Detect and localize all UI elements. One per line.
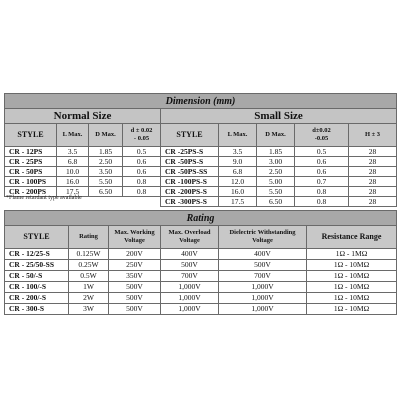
style-cell: CR - 100PS: [5, 177, 57, 187]
style-cell: CR - 25PS: [5, 157, 57, 167]
value-cell: 1Ω - 10MΩ: [307, 260, 397, 271]
value-cell: 1W: [69, 282, 109, 293]
style-cell: CR - 25/50-SS: [5, 260, 69, 271]
style-cell: CR -300PS-S: [161, 197, 219, 207]
value-cell: 400V: [161, 249, 219, 260]
value-cell: 700V: [219, 271, 307, 282]
small-header-cell: L Max.: [219, 124, 257, 147]
value-cell: 2.50: [257, 167, 295, 177]
value-cell: 17.5: [57, 187, 89, 197]
value-cell: 1,000V: [161, 293, 219, 304]
value-cell: 0.6: [123, 157, 161, 167]
value-cell: 3.5: [57, 147, 89, 157]
value-cell: 1,000V: [219, 293, 307, 304]
style-cell: CR -100PS-S: [161, 177, 219, 187]
table-row: [5, 293, 397, 304]
style-cell: CR - 200/-S: [5, 293, 69, 304]
normal-header-cell: L Max.: [57, 124, 89, 147]
value-cell: 28: [349, 177, 397, 187]
value-cell: 1Ω - 10MΩ: [307, 271, 397, 282]
rating-title: Rating: [5, 211, 397, 226]
style-cell: CR - 300-S: [5, 304, 69, 315]
value-cell: 500V: [219, 260, 307, 271]
value-cell: 0.5W: [69, 271, 109, 282]
table-row: [5, 304, 397, 315]
dimension-title: Dimension (mm): [5, 94, 397, 109]
table-row: [5, 271, 397, 282]
value-cell: 16.0: [57, 177, 89, 187]
value-cell: 0.6: [295, 157, 349, 167]
value-cell: 16.0: [219, 187, 257, 197]
value-cell: 0.8: [295, 197, 349, 207]
style-cell: CR - 12/25-S: [5, 249, 69, 260]
small-header-cell: STYLE: [161, 124, 219, 147]
rating-header-cell: Max. Overload Voltage: [161, 226, 219, 249]
value-cell: 12.0: [219, 177, 257, 187]
value-cell: 0.7: [295, 177, 349, 187]
value-cell: 17.5: [219, 197, 257, 207]
value-cell: 6.8: [57, 157, 89, 167]
rating-header-cell: Dielectric Withstanding Voltage: [219, 226, 307, 249]
value-cell: 28: [349, 187, 397, 197]
rating-table: [4, 210, 397, 315]
value-cell: 0.6: [123, 167, 161, 177]
value-cell: 9.0: [219, 157, 257, 167]
style-cell: CR -25PS-S: [161, 147, 219, 157]
value-cell: 1.85: [257, 147, 295, 157]
value-cell: 5.00: [257, 177, 295, 187]
value-cell: 1Ω - 10MΩ: [307, 282, 397, 293]
value-cell: 1,000V: [161, 304, 219, 315]
table-row: [5, 167, 397, 177]
style-cell: CR - 200PS: [5, 187, 57, 197]
rating-header-cell: Resistance Range: [307, 226, 397, 249]
style-cell: CR - 100/-S: [5, 282, 69, 293]
value-cell: 0.6: [295, 167, 349, 177]
table-row: [5, 282, 397, 293]
normal-header-cell: D Max.: [89, 124, 123, 147]
value-cell: 5.50: [257, 187, 295, 197]
value-cell: 6.50: [89, 187, 123, 197]
rating-body: [5, 249, 397, 315]
value-cell: 3W: [69, 304, 109, 315]
value-cell: 700V: [161, 271, 219, 282]
table-row: [5, 147, 397, 157]
value-cell: 10.0: [57, 167, 89, 177]
value-cell: 1,000V: [161, 282, 219, 293]
value-cell: 250V: [109, 260, 161, 271]
value-cell: 500V: [109, 304, 161, 315]
value-cell: 2W: [69, 293, 109, 304]
value-cell: 350V: [109, 271, 161, 282]
value-cell: 200V: [109, 249, 161, 260]
value-cell: 0.5: [295, 147, 349, 157]
value-cell: 1,000V: [219, 304, 307, 315]
table-row: [5, 249, 397, 260]
style-cell: CR - 12PS: [5, 147, 57, 157]
small-header-cell: D Max.: [257, 124, 295, 147]
rating-header-cell: Rating: [69, 226, 109, 249]
normal-header-cell: d ± 0.02 - 0.05: [123, 124, 161, 147]
normal-header-cell: STYLE: [5, 124, 57, 147]
value-cell: 6.8: [219, 167, 257, 177]
table-row: [5, 177, 397, 187]
value-cell: 0.5: [123, 147, 161, 157]
value-cell: 500V: [109, 293, 161, 304]
normal-size-title: Normal Size: [5, 109, 161, 124]
value-cell: 28: [349, 157, 397, 167]
value-cell: 0.25W: [69, 260, 109, 271]
rating-header-cell: Max. Working Voltage: [109, 226, 161, 249]
value-cell: 500V: [161, 260, 219, 271]
value-cell: 28: [349, 147, 397, 157]
value-cell: 400V: [219, 249, 307, 260]
value-cell: 1Ω - 10MΩ: [307, 293, 397, 304]
small-header-cell: H ± 3: [349, 124, 397, 147]
value-cell: 3.5: [219, 147, 257, 157]
value-cell: 28: [349, 197, 397, 207]
table-row: [5, 157, 397, 167]
rating-header-row: [5, 226, 397, 249]
style-cell: CR - 50PS: [5, 167, 57, 177]
value-cell: 28: [349, 167, 397, 177]
value-cell: 1Ω - 1MΩ: [307, 249, 397, 260]
table-row: [5, 260, 397, 271]
value-cell: 3.50: [89, 167, 123, 177]
value-cell: 0.8: [123, 177, 161, 187]
dimension-header-row: [5, 124, 397, 147]
dimension-table: [4, 93, 397, 207]
style-cell: CR -50PS-SS: [161, 167, 219, 177]
value-cell: 0.8: [123, 187, 161, 197]
flame-retardant-note: *Flame retardant type available: [6, 195, 82, 201]
small-header-cell: d±0.02 -0.05: [295, 124, 349, 147]
value-cell: 0.125W: [69, 249, 109, 260]
value-cell: 6.50: [257, 197, 295, 207]
value-cell: 3.00: [257, 157, 295, 167]
small-size-title: Small Size: [161, 109, 397, 124]
style-cell: CR -200PS-S: [161, 187, 219, 197]
value-cell: 0.8: [295, 187, 349, 197]
rating-header-cell: STYLE: [5, 226, 69, 249]
value-cell: 1,000V: [219, 282, 307, 293]
value-cell: 1.85: [89, 147, 123, 157]
value-cell: 1Ω - 10MΩ: [307, 304, 397, 315]
style-cell: CR -50PS-S: [161, 157, 219, 167]
value-cell: 500V: [109, 282, 161, 293]
value-cell: 2.50: [89, 157, 123, 167]
value-cell: 5.50: [89, 177, 123, 187]
style-cell: CR - 50/-S: [5, 271, 69, 282]
